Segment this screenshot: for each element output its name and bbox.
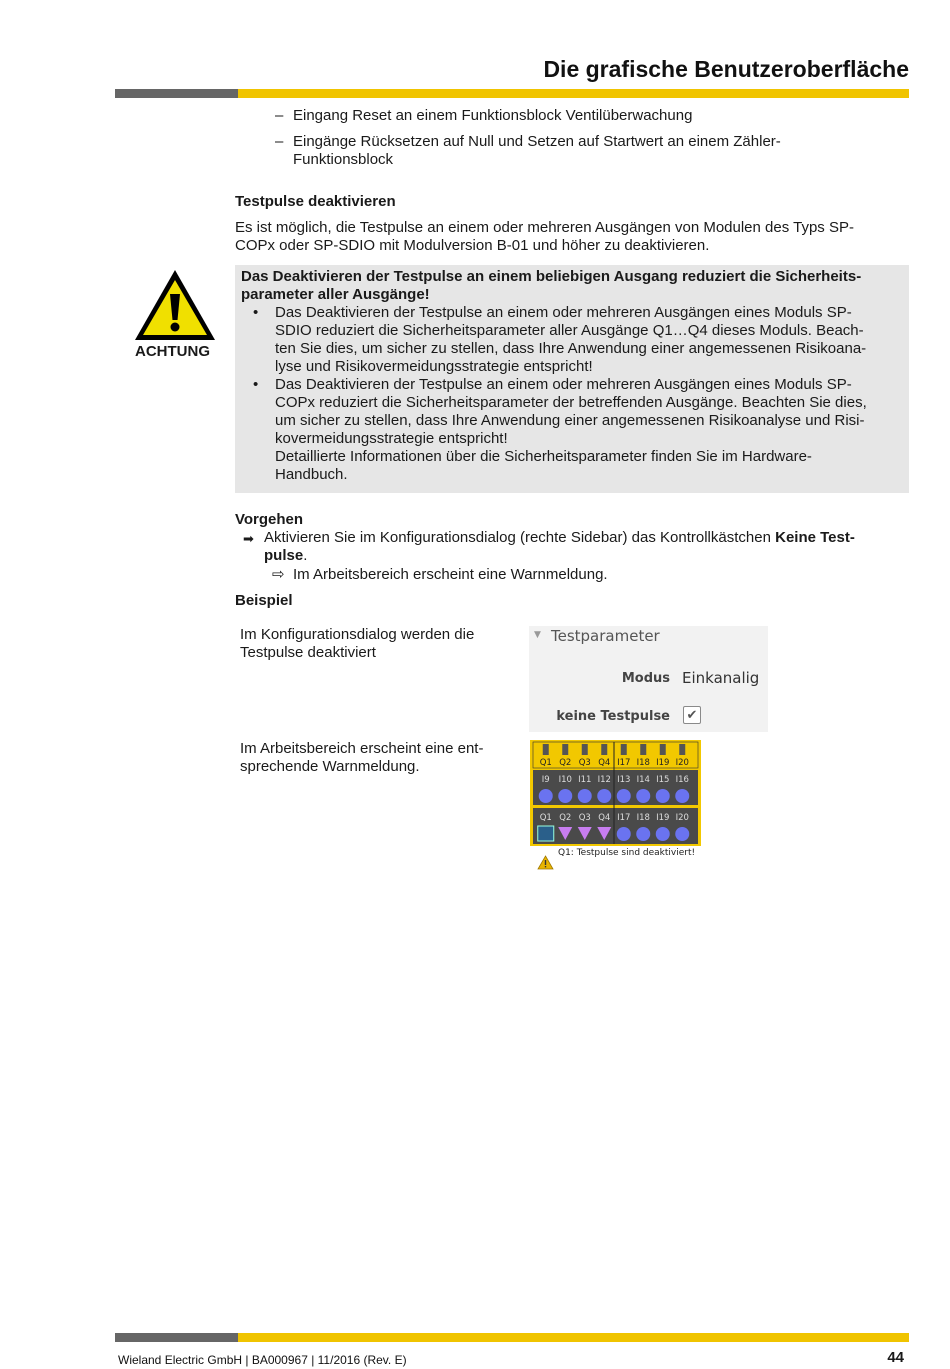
bullet-line: Handbuch. bbox=[275, 466, 348, 483]
bullet-marker: • bbox=[253, 376, 259, 393]
warning-bullet bbox=[241, 376, 901, 484]
example-line: Im Arbeitsbereich erscheint eine ent- bbox=[240, 740, 484, 757]
module-terminal bbox=[656, 789, 670, 803]
example-line: Im Konfigurationsdialog werden die bbox=[240, 626, 475, 643]
page-number: 44 bbox=[887, 1349, 904, 1366]
header-rule-grey bbox=[115, 89, 238, 98]
list-item-text bbox=[293, 133, 833, 169]
step-arrow-icon: ➡ bbox=[243, 531, 254, 546]
keine-testpulse-checkbox[interactable] bbox=[683, 706, 701, 724]
module-label: I18 bbox=[636, 813, 650, 823]
checkmark-icon: ✔ bbox=[686, 707, 698, 722]
module-label: Q3 bbox=[578, 758, 591, 768]
mode-value[interactable]: Einkanalig bbox=[682, 669, 760, 687]
bullet-line: um sicher zu stellen, dass Ihre Anwendung einer angemessenen Risikoanalyse und Risi- bbox=[275, 412, 865, 429]
paragraph-line: COPx oder SP-SDIO mit Modulversion B-01 und höher zu deaktivieren. bbox=[235, 237, 710, 254]
bullet-line: Das Deaktivieren der Testpulse an einem oder mehreren Ausgängen eines Moduls SP- bbox=[275, 304, 852, 321]
module-label: I18 bbox=[636, 758, 650, 768]
warning-heading-line: Das Deaktivieren der Testpulse an einem beliebigen Ausgang reduziert die Sicherheits- bbox=[241, 268, 862, 285]
page-title: Die grafische Benutzeroberfläche bbox=[543, 56, 909, 82]
module-label: Q2 bbox=[559, 813, 572, 823]
module-label: I12 bbox=[597, 775, 611, 785]
module-terminal bbox=[539, 789, 553, 803]
collapse-triangle-icon[interactable]: ▼ bbox=[534, 630, 541, 640]
module-label: I19 bbox=[656, 758, 670, 768]
footer-rule-yellow bbox=[238, 1333, 909, 1342]
procedure-result: Im Arbeitsbereich erscheint eine Warnmeldung. bbox=[293, 566, 608, 583]
module-label: Q4 bbox=[598, 813, 611, 823]
module-terminal bbox=[617, 789, 631, 803]
module-terminal bbox=[675, 827, 689, 841]
module-terminal bbox=[597, 789, 611, 803]
module-led bbox=[601, 744, 607, 755]
example-line: sprechende Warnmeldung. bbox=[240, 758, 420, 775]
bullet-line: SDIO reduziert die Sicherheitsparameter aller Ausgänge Q1…Q4 dieses Moduls. Beach- bbox=[275, 322, 864, 339]
example-heading: Beispiel bbox=[235, 592, 293, 609]
result-arrow-icon: ⇨ bbox=[272, 566, 285, 583]
bullet-line: lyse und Risikovermeidungsstrategie entspricht! bbox=[275, 358, 593, 375]
section-heading: Testpulse deaktivieren bbox=[235, 193, 396, 210]
module-led bbox=[660, 744, 666, 755]
step-text: . bbox=[303, 547, 308, 564]
checkbox-label: keine Testpulse bbox=[556, 709, 670, 724]
module-label: Q4 bbox=[598, 758, 611, 768]
module-led bbox=[621, 744, 627, 755]
module-led bbox=[640, 744, 646, 755]
mode-label: Modus bbox=[621, 671, 670, 686]
paragraph-line: Es ist möglich, die Testpulse an einem oder mehreren Ausgängen von Modulen des Typs SP- bbox=[235, 219, 854, 236]
module-label: I9 bbox=[541, 775, 550, 785]
bullet-line: COPx reduziert die Sicherheitsparameter der betreffenden Ausgänge. Beachten Sie dies, bbox=[275, 394, 867, 411]
module-widget bbox=[530, 740, 701, 846]
module-terminal bbox=[558, 789, 572, 803]
module-graphic bbox=[530, 740, 701, 846]
footer-rule-grey bbox=[115, 1333, 238, 1342]
module-label: I20 bbox=[675, 813, 689, 823]
module-label: I20 bbox=[675, 758, 689, 768]
list-marker: – bbox=[275, 133, 284, 150]
step-ui-label: pulse bbox=[264, 547, 304, 564]
section-paragraph bbox=[235, 219, 905, 255]
module-terminal bbox=[675, 789, 689, 803]
step-ui-label: Keine Test- bbox=[775, 529, 855, 546]
warning-bullet bbox=[241, 304, 901, 376]
module-led bbox=[679, 744, 685, 755]
config-panel bbox=[529, 626, 768, 732]
module-terminal bbox=[617, 827, 631, 841]
module-led bbox=[562, 744, 568, 755]
module-terminal bbox=[656, 827, 670, 841]
module-label: Q1 bbox=[539, 758, 552, 768]
module-label: Q3 bbox=[578, 813, 591, 823]
footer-text: Wieland Electric GmbH | BA000967 | 11/2016 (Rev. E) bbox=[118, 1353, 407, 1367]
module-label: I10 bbox=[558, 775, 572, 785]
list-item bbox=[275, 133, 835, 169]
module-label: I14 bbox=[636, 775, 650, 785]
module-panel-top bbox=[533, 742, 698, 768]
bullet-line: kovermeidungsstrategie entspricht! bbox=[275, 430, 508, 447]
example-line: Testpulse deaktiviert bbox=[240, 644, 376, 661]
warning-heading bbox=[241, 268, 901, 304]
module-label: I19 bbox=[656, 813, 670, 823]
module-panel-bottom bbox=[533, 808, 698, 844]
bullet-marker: • bbox=[253, 304, 259, 321]
list-item-line: Eingänge Rücksetzen auf Null und Setzen auf Startwert an einem Zähler- bbox=[293, 133, 781, 150]
module-led bbox=[543, 744, 549, 755]
module-label: I13 bbox=[617, 775, 631, 785]
module-terminal bbox=[636, 827, 650, 841]
module-label: I15 bbox=[656, 775, 670, 785]
module-label: Q2 bbox=[559, 758, 572, 768]
module-warning-text: Q1: Testpulse sind deaktiviert! bbox=[558, 848, 696, 858]
config-section-title[interactable]: Testparameter bbox=[551, 627, 660, 645]
module-label: Q1 bbox=[539, 813, 552, 823]
list-item bbox=[275, 107, 835, 125]
module-label: I17 bbox=[617, 813, 631, 823]
step-line bbox=[264, 529, 909, 547]
step-line bbox=[264, 547, 909, 565]
header-rule-yellow bbox=[238, 89, 909, 98]
example-description bbox=[240, 626, 520, 662]
module-label: I11 bbox=[578, 775, 592, 785]
bullet-line: ten Sie dies, um sicher zu stellen, dass Ihre Anwendung einer angemessenen Risikoana- bbox=[275, 340, 867, 357]
module-terminal bbox=[636, 789, 650, 803]
module-label: I16 bbox=[675, 775, 689, 785]
module-label: I17 bbox=[617, 758, 631, 768]
list-item-line: Funktionsblock bbox=[293, 151, 394, 168]
warning-heading-line: parameter aller Ausgänge! bbox=[241, 286, 430, 303]
warning-small-icon bbox=[537, 855, 554, 870]
list-marker: – bbox=[275, 107, 284, 124]
bullet-line: Detaillierte Informationen über die Sicherheitsparameter finden Sie im Hardware- bbox=[275, 448, 812, 465]
procedure-step bbox=[264, 529, 909, 565]
warning-box bbox=[235, 265, 909, 493]
procedure-heading: Vorgehen bbox=[235, 511, 304, 528]
warning-triangle-icon bbox=[133, 268, 217, 342]
example-description bbox=[240, 740, 520, 776]
step-text: Aktivieren Sie im Konfigurationsdialog (rechte Sidebar) das Kontrollkästchen bbox=[264, 529, 776, 546]
list-item-text: Eingang Reset an einem Funktionsblock Ventilüberwachung bbox=[293, 107, 693, 124]
bullet-line: Das Deaktivieren der Testpulse an einem oder mehreren Ausgängen eines Moduls SP- bbox=[275, 376, 852, 393]
module-led bbox=[582, 744, 588, 755]
module-terminal-disabled bbox=[538, 826, 554, 841]
module-terminal bbox=[578, 789, 592, 803]
warning-label: ACHTUNG bbox=[135, 343, 210, 360]
